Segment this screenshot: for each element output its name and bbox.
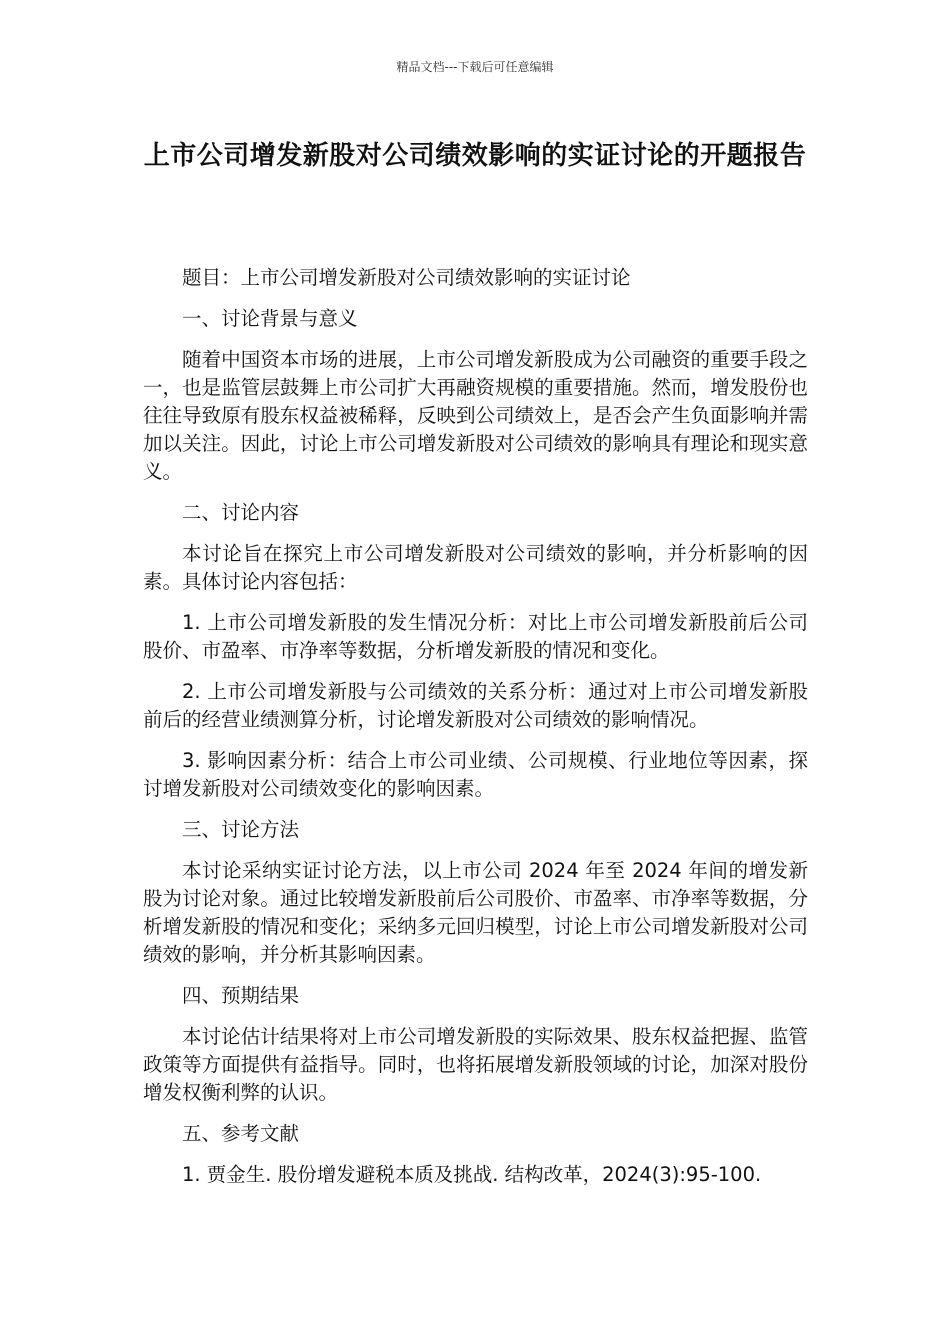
paragraph-method: 本讨论采纳实证讨论方法，以上市公司 2024 年至 2024 年间的增发新股为讨论对象。通过比较增发新股前后公司股价、市盈率、市净率等数据，分析增发新股的情况和变化；采纳多元回归模型，讨论上市公司增发新股对公司绩效的影响，并分析其影响因素。 [143, 859, 808, 966]
paragraph-expected-results: 本讨论估计结果将对上市公司增发新股的实际效果、股东权益把握、监管政策等方面提供有益指导。同时，也将拓展增发新股领域的讨论，加深对股份增发权衡利弊的认识。 [143, 1025, 808, 1104]
topic-line: 题目：上市公司增发新股对公司绩效影响的实证讨论 [182, 266, 631, 289]
list-item-content-3: 3. 影响因素分析：结合上市公司业绩、公司规模、行业地位等因素，探讨增发新股对公司绩效变化的影响因素。 [143, 749, 808, 800]
document-body [143, 264, 808, 1202]
reference-item-1: 1. 贾金生. 股份增发避税本质及挑战. 结构改革，2024(3):95-100. [182, 1163, 762, 1186]
section-heading-method: 三、讨论方法 [182, 818, 300, 841]
section-heading-expected-results: 四、预期结果 [182, 984, 300, 1007]
section-heading-background: 一、讨论背景与意义 [182, 307, 358, 330]
section-heading-references: 五、参考文献 [182, 1122, 300, 1145]
list-item-content-1: 1. 上市公司增发新股的发生情况分析：对比上市公司增发新股前后公司股价、市盈率、市净率等数据，分析增发新股的情况和变化。 [143, 611, 808, 662]
document-title: 上市公司增发新股对公司绩效影响的实证讨论的开题报告 [143, 141, 807, 171]
page-header-note: 精品文档---下载后可任意编辑 [396, 60, 554, 74]
paragraph-content-intro: 本讨论旨在探究上市公司增发新股对公司绩效的影响，并分析影响的因素。具体讨论内容包括： [143, 542, 808, 593]
section-heading-content: 二、讨论内容 [182, 501, 300, 524]
paragraph-background: 随着中国资本市场的进展，上市公司增发新股成为公司融资的重要手段之一，也是监管层鼓舞上市公司扩大再融资规模的重要措施。然而，增发股份也往往导致原有股东权益被稀释，反映到公司绩效上，是否会产生负面影响并需加以关注。因此，讨论上市公司增发新股对公司绩效的影响具有理论和现实意义。 [143, 348, 808, 483]
list-item-content-2: 2. 上市公司增发新股与公司绩效的关系分析：通过对上市公司增发新股前后的经营业绩测算分析，讨论增发新股对公司绩效的影响情况。 [143, 680, 808, 731]
